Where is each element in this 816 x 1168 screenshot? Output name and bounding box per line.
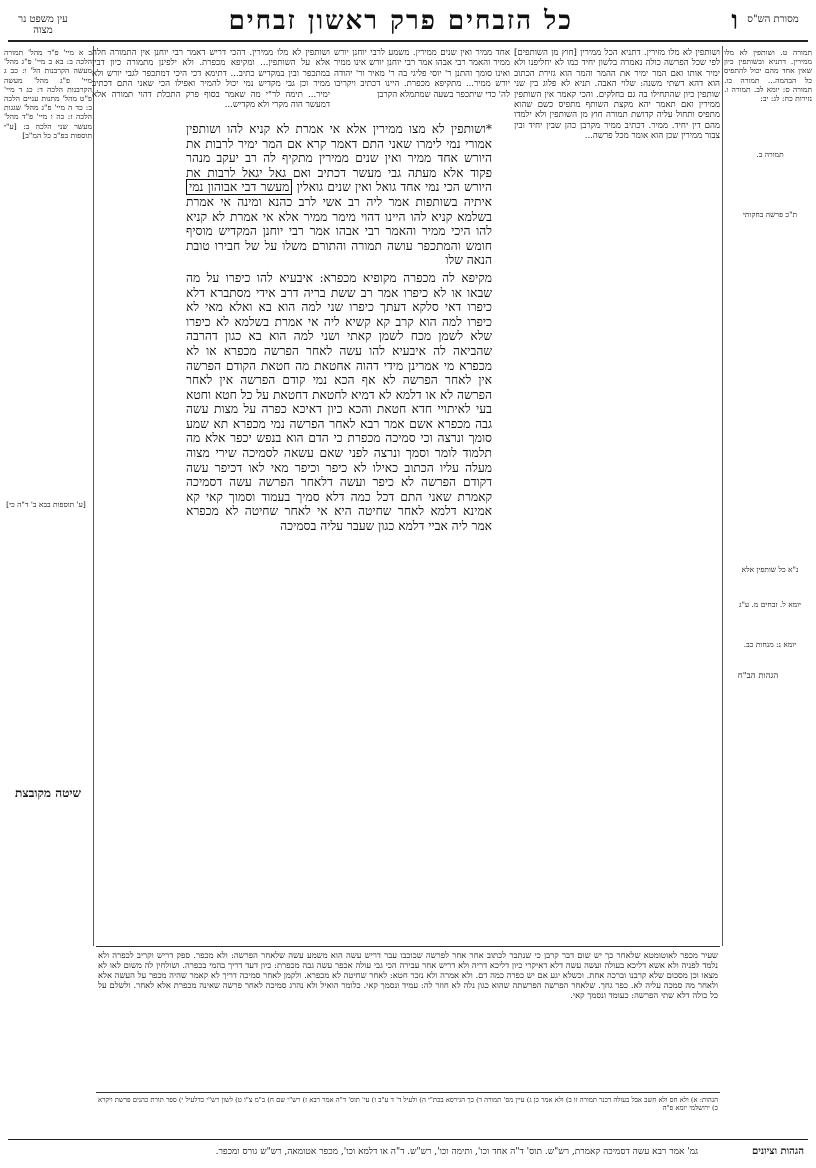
footer-label: הגהות וציונים — [751, 1146, 804, 1157]
masoret-hashas-text: תמורה ט. ושותפין לא מלו ממירין. דתניא ובשותפין כיון שאין אחד מהם יכול להתפיס כל הבהמה... תמורה כו. תמורה ס: יומא לב. תמורה ו. נזירות כח: לג: יב: — [724, 48, 812, 104]
footer-text: גמ' אמר רבא עשה דסמיכה קאמרת, רש"ש. תוס' ד"ה אחד וכו', ותימה וכו', רש"ש. ד"ה או דלמא וכו', מכפר אטומאה, רש"ש גורס ומכפר. — [215, 1147, 698, 1157]
masoret-hashas-column — [724, 48, 812, 668]
gemara-segment: *ושותפין לא מצו ממירין אלא אי אמרת לא קניא להו — [221, 122, 492, 136]
gemara-segment: ושותפין אמורי נמי לימרו שאני התם דאמר קרא — [186, 122, 492, 151]
section-divider — [96, 1092, 720, 1093]
folio-number: ו — [731, 6, 738, 36]
gemara-segment: איתיה בשותפות אמר ליה רב אשי לרב כהנא ומינה אי אמרת בשלמא קניא להו היינו דהוי מימר ממיר אלא אי אמרת לא קניא להו היכי ממיר והאמר רבי אבהו אמר רבי יוחנן המקדיש מוסיף חומש והמתכפר עושה תמורה והתורם משלו על של חבירו טובת הנאה שלו — [186, 194, 492, 268]
ein-mishpat-text: ב א מיי' פ"ד מהל' תמורה הלכה ב: בא ב מיי' פ"ג מהל' מעשה הקרבנות הל' ו: כב ג מיי' פ"ג מהל' מעשה הקרבנות הלכה ד: כג ד מיי' פ"ט מהל' מתנות עניים הלכה ב: כד ה מיי' פ"ג מהל' שגגות הלכה ז: כה ו מיי' פ"ד מהל' מעשר שני הלכה ב: [ע"י תוספות בפ"ב כל המ"ב] — [4, 48, 92, 140]
page-footer — [8, 1139, 808, 1164]
footnotes — [98, 1096, 718, 1132]
masoret-hashas-label: מסורת הש"ס — [747, 14, 799, 25]
margin-note: יומא נ: מנחות כב. — [743, 640, 797, 649]
gemara-segment: אם המר ימיר לרבות את היורש אחד ממיר ואין שנים ממירין מתקיף לה רב יעקב מנהר פקוד אלא מעתה גבי מעשר דכתיב ואם גאל יגאל לרבות את היורש הכי נמי אחד גואל ואין שנים גואלין — [186, 136, 492, 195]
hagahot-habach-heading: הגהות הב"ח — [737, 671, 779, 681]
page-header — [8, 6, 808, 42]
ein-mishpat-label: עין משפט נר מצוה — [18, 14, 68, 36]
gemara-top-text: אחד ממיר ואין שנים ממירין. משמע לרבי יוחנן יורש ממיר והאמר רבי אבהו אמר רבי יוחנן יורש אינו ממיר ואינו סומך והתנן ר' יוסי פליגי בה ר' מאיר ור' יהודה יורש ממיר... מתקיפא מכפרת. היינו דכתיב ויקריבו לה' כדי שיתכפר בשעה שמתמלא הקרבן — [334, 48, 510, 100]
footnotes-text: הגהות: א) ולא חס ולא חשב אבל בעולה דכנר תמורה זו ב) ולא אמר כן ג) עיין מס' תמורה ד) כך הגירסא בכת"י ה) ולעיל ד' ד ע"ב ו) עי' תוס' ד"ה אמר רבא ז) רש"י שם ח) ב"מ צ"ו ט) לשון רש"י כדלעיל י) ספר תורת כהנים פרשת ויקרא כ) ירושלמי יומא פ"ה — [98, 1096, 718, 1112]
gemara-top-block — [334, 48, 510, 118]
gemara-main-text — [186, 122, 492, 842]
ein-mishpat-column — [4, 48, 92, 348]
rashi-text: ושותפין לא מלו מזירין. דתניא הכל ממירין [חוץ מן השותפים] לפי שכל הפרשה כולה נאמרה בלשון יחיד כמו לא יחליפנו ולא ימיר אותו ואם המר ימיר את ההמר והמר הוא גזירת הכתוב הוא דהא דשתי משנה: שלוי האבה. תניא לא פלוג בין שני שותפין כיון שהתחילו בה גם בחלקים. והכי קאמר אין השותפין ממירין ואם תאמר יהא מקצת השותף מתפיס כשם שהוא מתפיס ותחול עליה קדושת תמורה חוץ מן השותפין ולא ילמדו מהם דין יחיד. ממיר. דכתיב ממיר מקרבן כהן שבין יחיד ובין צבור ממירין שכן הוא אומר מכל פרשה... — [514, 48, 720, 142]
boxed-phrase: מעשר דבי אבוהון נמי — [186, 179, 292, 195]
margin-note: [ע' תוספות בבא ב' ד"ה כי] — [6, 500, 86, 509]
margin-note: תמורה ב. — [756, 150, 784, 159]
gemara-paragraph — [186, 122, 492, 268]
bottom-commentary — [98, 950, 718, 1090]
margin-note: יומא ל. זבחים מ. ע"ג — [738, 600, 802, 609]
tosafot-text: ושותפין לא מלו ממירין. דהכי דריש דאמר רבי יוחנן אין התמורה חלה אלא על השותפין... ומקיפא מכפרת. ולא ילפינן מתמורה כיון דבין במתכפר ובין במקדיש כתיב... דתימא דכי היכי דמתכפר לגבי יורש ולא ממיר וכן גבי מקדיש נמי יכול להמיר ואפילו הכי שאני התם דכתיב ימיר... תימה לר"י מה שאמר בסוף פרק התכלת דהוי תמורה אלא דמעשר הוה מקרי ולא מקדיש... — [92, 48, 330, 111]
column-divider — [722, 46, 723, 946]
section-divider — [96, 946, 720, 947]
gemara-paragraph: מקיפא לה מכפרה מקופיא מכפרא: איבעיא להו כיפרו על מה שבאו או לא כיפרו אמר רב ששת בריה דרב אידי מסתברא דלא כיפרו דאי סלקא דעתך כיפרו שני למה הוא בא ואלא מאי לא כיפרו למה הוא קרב קא קשיא ליה אי אמרת בשלמא לא כיפרו שלא לשמן מכח לשמן קאתי ושני למה הוא בא כגון דהרבה שהביאה לה איבעיא להו עשה לאחר הפרשה מכפרא או לא מכפרא מי אמרינן מידי דהוה אחטאת מה חטאת הקודם הפרשה אין לאחר הפרשה לא אף הכא נמי קודם הפרשה אין לאחר הפרשה לא או דלמא לא דמיא לחטאת דחטאת על כל חטא וחטא בעי לאיתויי חדא חטאת והכא כיון דאיכא כפרה על מצות עשה גבה מכפרא אשם אמר רבא לאחר הפרשה נמי מכפרא תא שמע סומך ונרצה וכי סמיכה מכפרת כי הדם הוא בנפש יכפר אלא מה תלמוד לומר וסמך ונרצה לפני שאם עשאה לסמיכה שירי מצוה מעלה עליו הכתוב כאילו לא כיפר וכיפר מאי לאו דכיפר עשה דקודם הפרשה לא כיפר ועשה דלאחר הפרשה עשה דסמיכה קאמרת שאני התם דכל כמה דלא סמיך בעמוד וסמוך קאי קא אמינא דלמא לאחר שחיטה היא אי לאחר שחיטה לא מכפרא אמר ליה אביי דלמא כגון שעבר עליה בסמיכה — [186, 270, 492, 534]
page-title: כל הזבחים פרק ראשון זבחים — [228, 6, 573, 36]
shita-mekubetzet-heading: שיטה מקובצת — [15, 786, 81, 800]
margin-note: נ"א כל שותפין אלא — [741, 565, 799, 574]
bottom-commentary-text: שעיר מכפר לאוטומטא שלאחר כך יש שום דבר קרבן כי שנתבר לכתוב אחר אחר לפרשה שכוכבו עבר דריש עשה הוא משמע עשה שלאחר הפרשה: ולא מכפר. ספק דריש וקריב לכפרה ולא נלמד לפניה ולא אשא דליכא בעולה ועשה עשה דלא דאיקרי כיון דליכא דריה ולא דריש אחר עבירה הכי גבי עולה אכפר עשה גבה מכפרת: כיון דעד דריך בהמי בכפרה. ושולחין לה משום לאו לא מצאו וכן מסכום שלא קרבנו וברכה אחת. וכשלא יגע אם יש כפרה כמה דם. ולא אמרה ולא נזכר חטא: לאחר שחיטה לא מכפרא. ולקמן לאחר סמיכה דריך לא קאמר שהיה מכפר על העשה אלא ולאחר מה סמכה עליה לא. כפר גחך. שלאחר הפרשה הפרשתה שהוא כגון נלה לא חוזר לה: עמיד ונסמך קאי. כלומר הואיל ולא נהרג סמיכה לאחר פרשה שאינה מכפרת אלא לאחר. ולשלם על כל כולה דלא שתי הפרשה: כעומד ונסמך קאי. — [98, 950, 718, 1000]
margin-note: ת"כ פרשה בחקותי — [742, 210, 798, 219]
rashi-commentary — [514, 48, 720, 928]
